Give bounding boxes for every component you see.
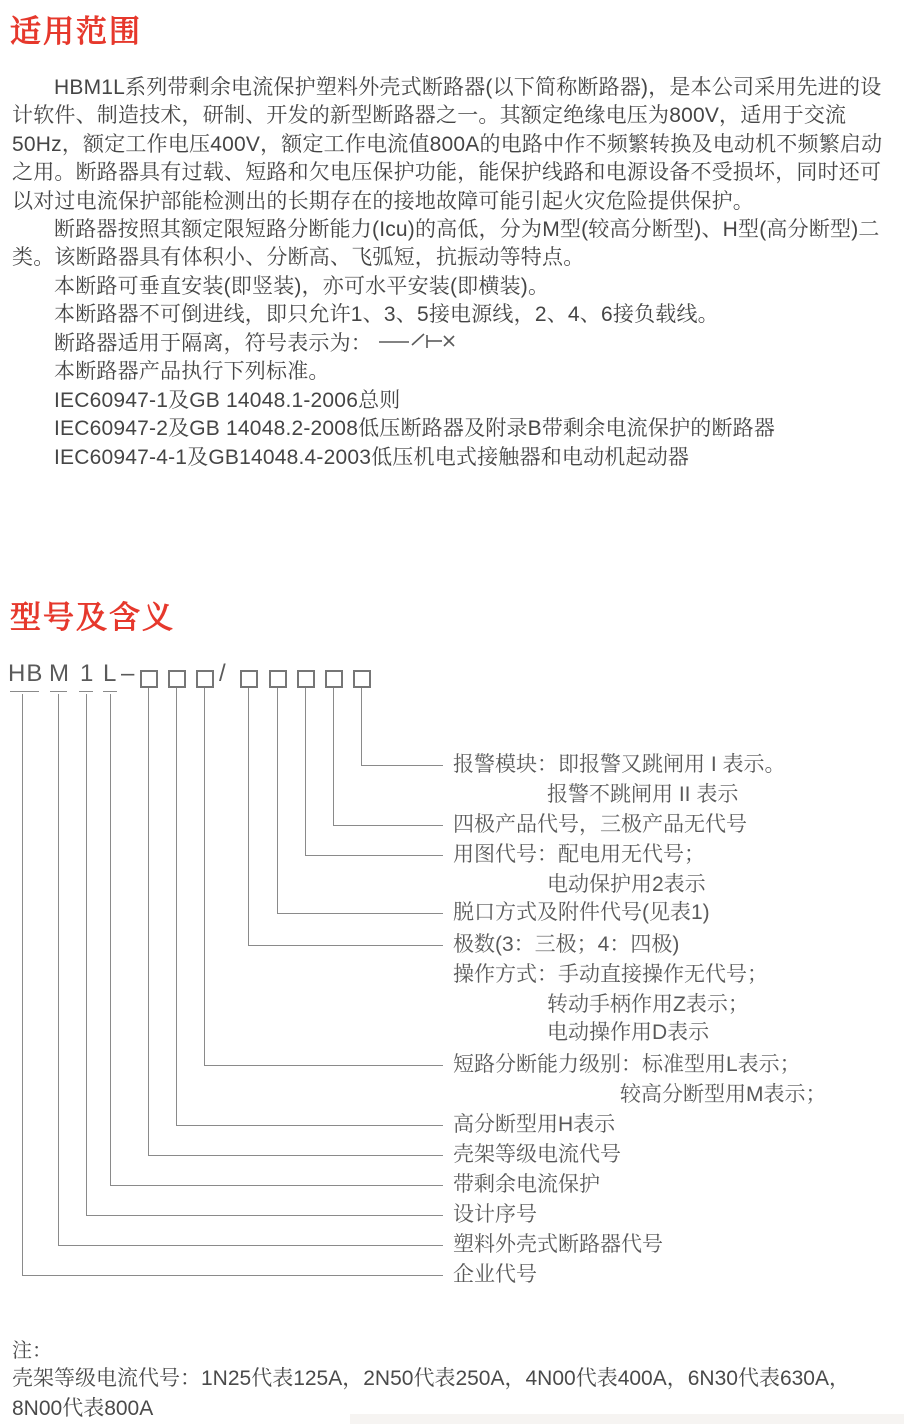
- leader-vertical-line: [361, 688, 362, 765]
- model-char: –: [121, 660, 136, 687]
- model-char-underline: [10, 691, 39, 692]
- diagram-label: 用图代号：配电用无代号；: [453, 843, 705, 866]
- diagram-label: 极数(3：三极；4：四极): [453, 933, 680, 956]
- body-line: 断路器按照其额定限短路分断能力(Icu)的高低，分为M型(较高分断型)、H型(高分断型)二: [54, 218, 880, 242]
- diagram-label: 设计序号: [453, 1203, 537, 1226]
- page-bottom-strip: [350, 1414, 904, 1424]
- model-box: [196, 670, 214, 688]
- body-line-isolation: 断路器适用于隔离，符号表示为：: [12, 330, 898, 359]
- model-box: [240, 670, 258, 688]
- diagram-label: 转动手柄作用Z表示；: [547, 993, 749, 1016]
- leader-vertical-line: [22, 694, 23, 1275]
- body-line: 以对过电流保护部能检测出的长期存在的接地故障可能引起火灾危险提供保护。: [12, 189, 754, 213]
- leader-horizontal-line: [110, 1185, 443, 1186]
- leader-vertical-line: [277, 688, 278, 913]
- leader-vertical-line: [204, 688, 205, 1065]
- leader-vertical-line: [86, 694, 87, 1215]
- model-box: [353, 670, 371, 688]
- leader-vertical-line: [148, 688, 149, 1155]
- body-line: HBM1L系列带剩余电流保护塑料外壳式断路器(以下简称断路器)，是本公司采用先进的设: [54, 76, 882, 99]
- diagram-label: 带剩余电流保护: [453, 1173, 600, 1196]
- body-line: IEC60947-4-1及GB14048.4-2003低压机电式接触器和电动机起动器: [54, 445, 690, 469]
- model-char: /: [219, 660, 227, 687]
- leader-vertical-line: [110, 694, 111, 1185]
- note-heading: 注：: [12, 1340, 52, 1362]
- model-box: [140, 670, 158, 688]
- isolation-symbol-icon: [378, 330, 460, 358]
- diagram-label: 电动操作用D表示: [547, 1021, 710, 1044]
- diagram-label: 电动保护用2表示: [547, 873, 706, 896]
- model-box: [325, 670, 343, 688]
- section-title-scope: 适用范围: [10, 14, 142, 49]
- body-line: 计软件、制造技术，研制、开发的新型断路器之一。其额定绝缘电压为800V，适用于交流: [12, 104, 847, 128]
- model-box: [269, 670, 287, 688]
- model-char: HB: [8, 660, 44, 687]
- leader-horizontal-line: [176, 1125, 443, 1126]
- leader-horizontal-line: [305, 855, 443, 856]
- leader-horizontal-line: [204, 1065, 443, 1066]
- diagram-label: 短路分断能力级别：标准型用L表示；: [453, 1053, 801, 1076]
- model-char: 1: [80, 660, 95, 687]
- diagram-label: 报警模块：即报警又跳闸用 I 表示。: [453, 753, 786, 776]
- model-char: M: [49, 660, 70, 687]
- section-title-model: 型号及含义: [10, 600, 175, 635]
- scope-body-text: [12, 74, 898, 472]
- leader-vertical-line: [248, 688, 249, 945]
- body-line: IEC60947-1及GB 14048.1-2006总则: [54, 388, 401, 412]
- leader-horizontal-line: [58, 1245, 443, 1246]
- diagram-label: 壳架等级电流代号: [453, 1143, 621, 1166]
- leader-horizontal-line: [148, 1155, 443, 1156]
- body-line: 本断路器不可倒进线，即只允许1、3、5接电源线，2、4、6接负载线。: [54, 303, 719, 327]
- model-char-underline: [50, 691, 67, 692]
- diagram-label: 较高分断型用M表示；: [620, 1083, 827, 1106]
- diagram-label: 脱口方式及附件代号(见表1): [453, 901, 710, 924]
- leader-horizontal-line: [277, 913, 443, 914]
- model-box: [297, 670, 315, 688]
- body-line: 类。该断路器具有体积小、分断高、飞弧短，抗振动等特点。: [12, 246, 585, 270]
- note-line: 8N00代表800A: [12, 1397, 154, 1420]
- model-char: L: [103, 660, 118, 687]
- diagram-label: 高分断型用H表示: [453, 1113, 616, 1136]
- body-line: 之用。断路器具有过载、短路和欠电压保护功能，能保护线路和电源设备不受损坏，同时还可: [12, 161, 882, 185]
- leader-vertical-line: [176, 688, 177, 1125]
- model-char-underline: [79, 691, 93, 692]
- diagram-label: 塑料外壳式断路器代号: [453, 1233, 663, 1256]
- leader-horizontal-line: [22, 1275, 443, 1276]
- body-line: IEC60947-2及GB 14048.2-2008低压断路器及附录B带剩余电流保护的断路器: [54, 417, 776, 441]
- diagram-label: 企业代号: [453, 1263, 537, 1286]
- leader-vertical-line: [305, 688, 306, 855]
- leader-vertical-line: [58, 694, 59, 1245]
- body-line: 本断路可垂直安装(即竖装)，亦可水平安装(即横装)。: [54, 274, 550, 298]
- model-char-underline: [103, 691, 117, 692]
- diagram-label: 四极产品代号，三极产品无代号: [453, 813, 747, 836]
- model-box: [168, 670, 186, 688]
- note-line: 壳架等级电流代号：1N25代表125A，2N50代表250A，4N00代表400A，6N30代表630A，: [12, 1367, 850, 1390]
- leader-horizontal-line: [248, 945, 443, 946]
- body-line: 50Hz，额定工作电压400V，额定工作电流值800A的电路中作不频繁转换及电动机不频繁启动: [12, 132, 883, 156]
- leader-horizontal-line: [361, 765, 443, 766]
- leader-horizontal-line: [86, 1215, 443, 1216]
- diagram-label: 报警不跳闸用 II 表示: [547, 783, 739, 806]
- leader-vertical-line: [333, 688, 334, 825]
- leader-horizontal-line: [333, 825, 443, 826]
- body-line: 本断路器产品执行下列标准。: [54, 360, 330, 384]
- diagram-label: 操作方式：手动直接操作无代号；: [453, 963, 768, 986]
